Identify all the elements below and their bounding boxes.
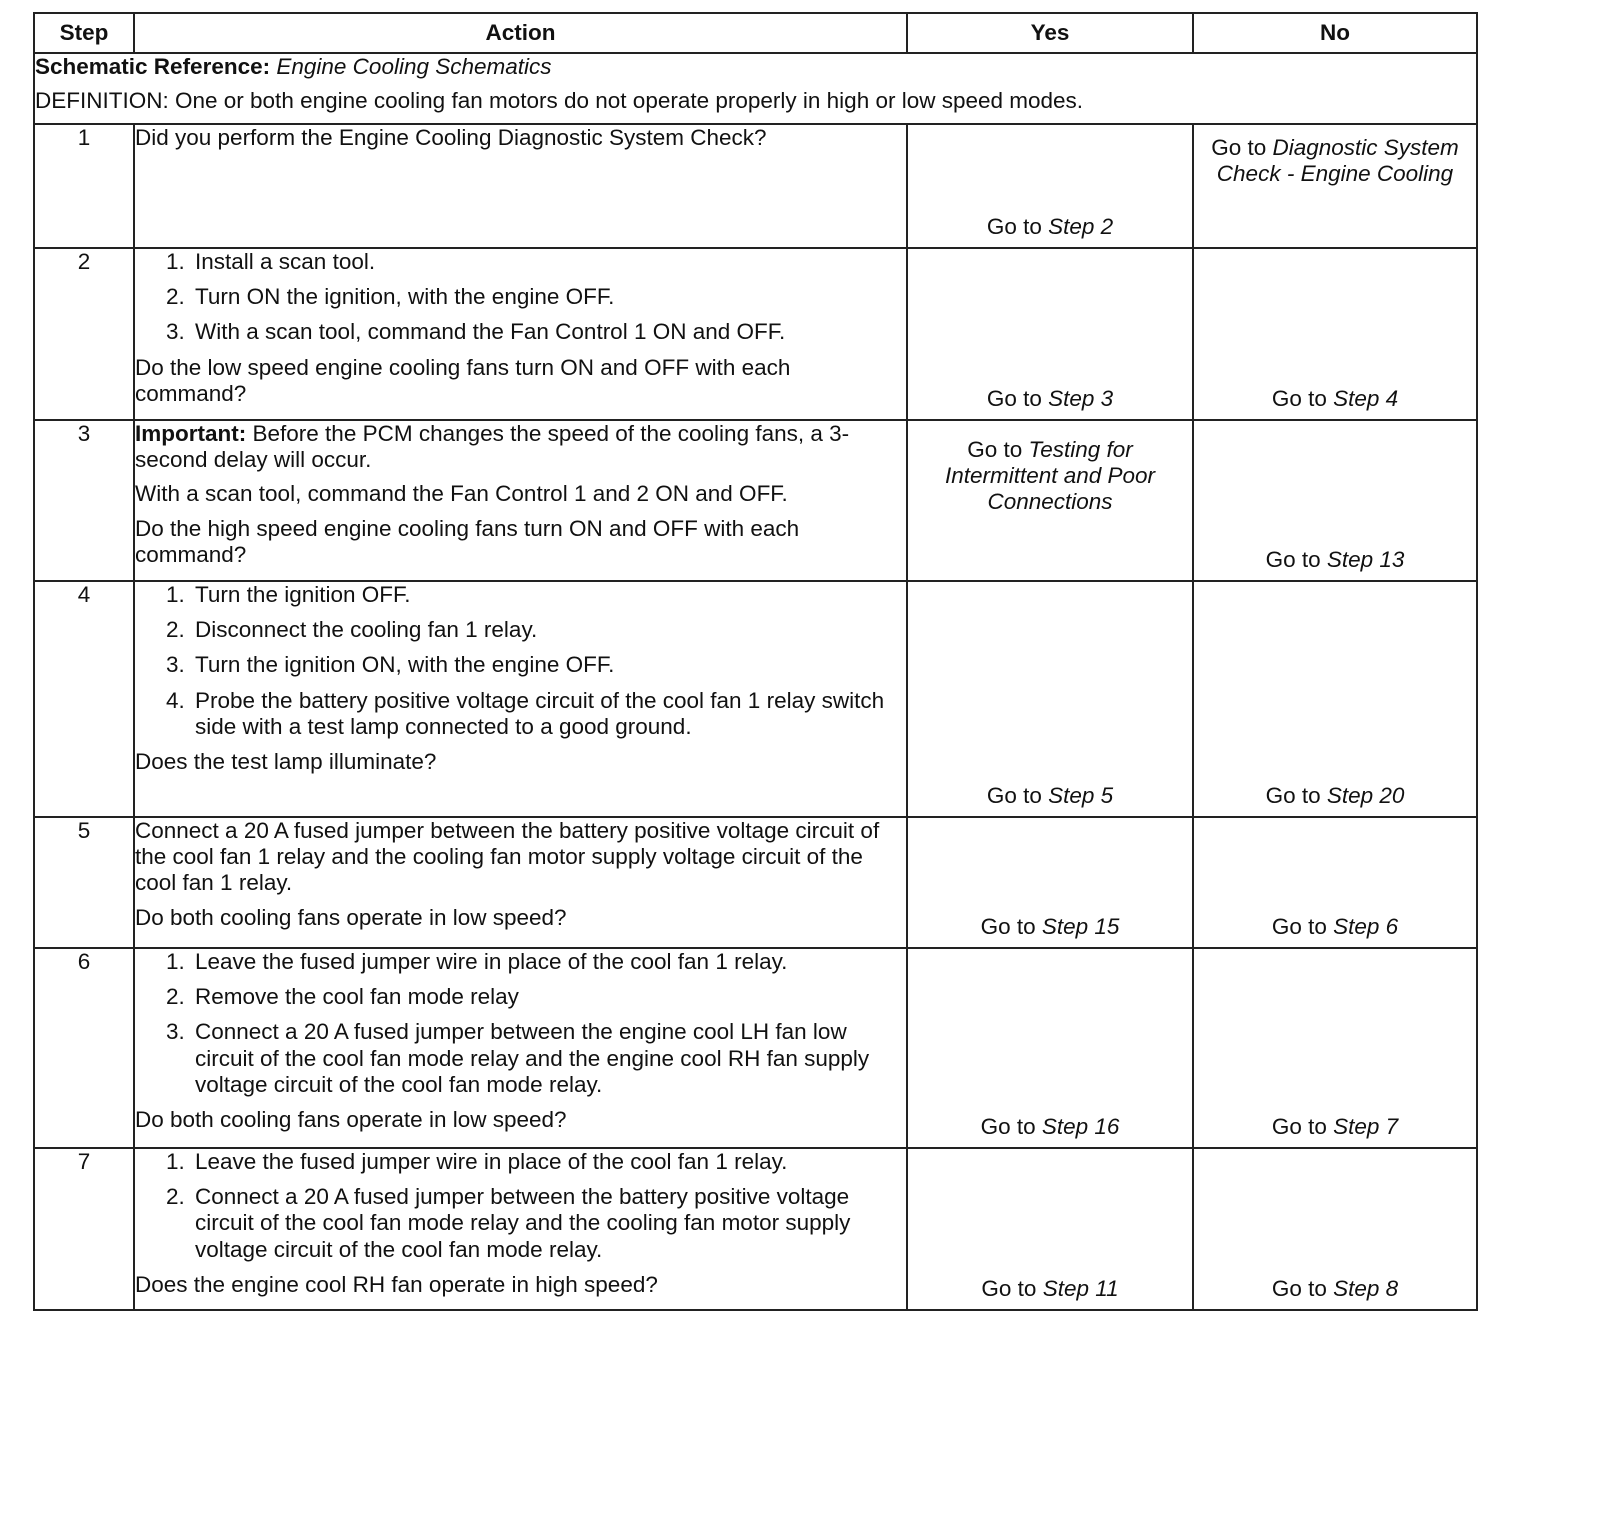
list-item: 2. Turn ON the ignition, with the engine OFF.: [191, 284, 906, 310]
go-to-label: Go to: [1265, 547, 1321, 573]
important-text: Before the PCM changes the speed of the cooling fans, a 3-second delay will occur.: [135, 420, 850, 472]
schematic-ref-label: Schematic Reference:: [35, 54, 271, 79]
header-step: Step: [34, 13, 134, 53]
no-cell: [1193, 1148, 1477, 1310]
yes-cell: [907, 420, 1193, 581]
list-item: 1. Leave the fused jumper wire in place of the cool fan 1 relay.: [191, 1149, 906, 1175]
header-no: No: [1193, 13, 1477, 53]
table-row: [34, 420, 1477, 581]
step-question: Did you perform the Engine Cooling Diagnostic System Check?: [135, 124, 767, 150]
action-cell: [134, 124, 907, 248]
no-target: Step 7: [1333, 1114, 1399, 1140]
table-row: [34, 817, 1477, 948]
step-number: 5: [34, 817, 134, 948]
action-cell: [134, 581, 907, 817]
definition-text: DEFINITION: One or both engine cooling fan motors do not operate properly in high or low speed modes.: [35, 88, 1084, 114]
step-number: 6: [34, 948, 134, 1148]
go-to-label: Go to: [967, 436, 1023, 462]
header-action: Action: [134, 13, 907, 53]
action-cell: [134, 1148, 907, 1310]
schematic-ref-value: Engine Cooling Schematics: [276, 54, 552, 79]
go-to-label: Go to: [981, 1276, 1037, 1302]
schematic-row: [34, 53, 1477, 124]
yes-cell: [907, 817, 1193, 948]
no-target: Diagnostic System Check - Engine Cooling: [1216, 134, 1459, 186]
step-number: 2: [34, 248, 134, 420]
no-target: Step 6: [1333, 914, 1399, 940]
no-target: Step 8: [1333, 1276, 1399, 1302]
table-row: [34, 124, 1477, 248]
list-item: 2. Connect a 20 A fused jumper between the battery positive voltage circuit of the cool fan mode relay and the cooling fan motor supply voltage circuit of the cool fan mode relay.: [191, 1184, 906, 1263]
step-question: Does the engine cool RH fan operate in high speed?: [135, 1271, 658, 1297]
table-row: [34, 248, 1477, 420]
yes-target: Step 16: [1041, 1114, 1120, 1140]
step-list: [135, 249, 906, 346]
go-to-label: Go to: [980, 1114, 1036, 1140]
step-list: [135, 949, 906, 1099]
step-question: Do the low speed engine cooling fans turn ON and OFF with each command?: [135, 354, 791, 406]
schematic-cell: [34, 53, 1477, 124]
yes-target: Step 15: [1041, 914, 1120, 940]
step-question: Do both cooling fans operate in low speed?: [135, 1107, 567, 1133]
yes-cell: [907, 248, 1193, 420]
go-to-label: Go to: [1271, 1276, 1327, 1302]
go-to-label: Go to: [1271, 914, 1327, 940]
go-to-label: Go to: [1271, 386, 1327, 412]
no-cell: [1193, 581, 1477, 817]
go-to-label: Go to: [980, 914, 1036, 940]
no-target: Step 13: [1326, 547, 1405, 573]
go-to-label: Go to: [1265, 783, 1321, 809]
action-cell: [134, 248, 907, 420]
yes-target: Step 11: [1042, 1276, 1119, 1302]
step-question: Does the test lamp illuminate?: [135, 749, 437, 775]
no-cell: [1193, 248, 1477, 420]
go-to-label: Go to: [986, 214, 1042, 240]
list-item: 2. Disconnect the cooling fan 1 relay.: [191, 617, 906, 643]
no-target: Step 4: [1333, 386, 1399, 412]
yes-cell: [907, 124, 1193, 248]
list-item: 1. Turn the ignition OFF.: [191, 582, 906, 608]
no-cell: [1193, 124, 1477, 248]
list-item: 1. Install a scan tool.: [191, 249, 906, 275]
list-item: 3. Connect a 20 A fused jumper between the engine cool LH fan low circuit of the cool fan mode relay and the engine cool RH fan supply voltage circuit of the cool fan mode relay.: [191, 1019, 906, 1098]
table-row: [34, 1148, 1477, 1310]
no-cell: [1193, 420, 1477, 581]
yes-target: Step 2: [1048, 214, 1114, 240]
yes-target: Step 3: [1048, 386, 1114, 412]
yes-target: Step 5: [1048, 783, 1114, 809]
table-row: [34, 581, 1477, 817]
step-instruction: Connect a 20 A fused jumper between the battery positive voltage circuit of the cool fan 1 relay and the cooling fan motor supply voltage circuit of the cool fan 1 relay.: [135, 817, 880, 896]
header-row: [34, 13, 1477, 53]
go-to-label: Go to: [986, 386, 1042, 412]
step-number: 1: [34, 124, 134, 248]
no-target: Step 20: [1326, 783, 1405, 809]
yes-cell: [907, 1148, 1193, 1310]
step-list: [135, 1149, 906, 1263]
yes-cell: [907, 581, 1193, 817]
list-item: 1. Leave the fused jumper wire in place of the cool fan 1 relay.: [191, 949, 906, 975]
important-label: Important:: [135, 420, 247, 446]
step-number: 3: [34, 420, 134, 581]
go-to-label: Go to: [986, 783, 1042, 809]
action-cell: [134, 817, 907, 948]
step-list: [135, 582, 906, 741]
diagnostic-table: [33, 12, 1478, 1311]
list-item: 3. Turn the ignition ON, with the engine OFF.: [191, 652, 906, 678]
step-question: Do the high speed engine cooling fans turn ON and OFF with each command?: [135, 515, 800, 567]
yes-cell: [907, 948, 1193, 1148]
header-yes: Yes: [907, 13, 1193, 53]
no-cell: [1193, 817, 1477, 948]
list-item: 4. Probe the battery positive voltage circuit of the cool fan 1 relay switch side with a test lamp connected to a good ground.: [191, 688, 906, 741]
yes-target: Testing for Intermittent and Poor Connections: [944, 436, 1156, 515]
go-to-label: Go to: [1271, 1114, 1327, 1140]
step-instruction: With a scan tool, command the Fan Control 1 and 2 ON and OFF.: [135, 481, 788, 507]
step-number: 7: [34, 1148, 134, 1310]
list-item: 2. Remove the cool fan mode relay: [191, 984, 906, 1010]
step-number: 4: [34, 581, 134, 817]
step-question: Do both cooling fans operate in low speed?: [135, 904, 567, 930]
table-row: [34, 948, 1477, 1148]
action-cell: [134, 420, 907, 581]
go-to-label: Go to: [1211, 134, 1267, 160]
action-cell: [134, 948, 907, 1148]
no-cell: [1193, 948, 1477, 1148]
list-item: 3. With a scan tool, command the Fan Control 1 ON and OFF.: [191, 319, 906, 345]
